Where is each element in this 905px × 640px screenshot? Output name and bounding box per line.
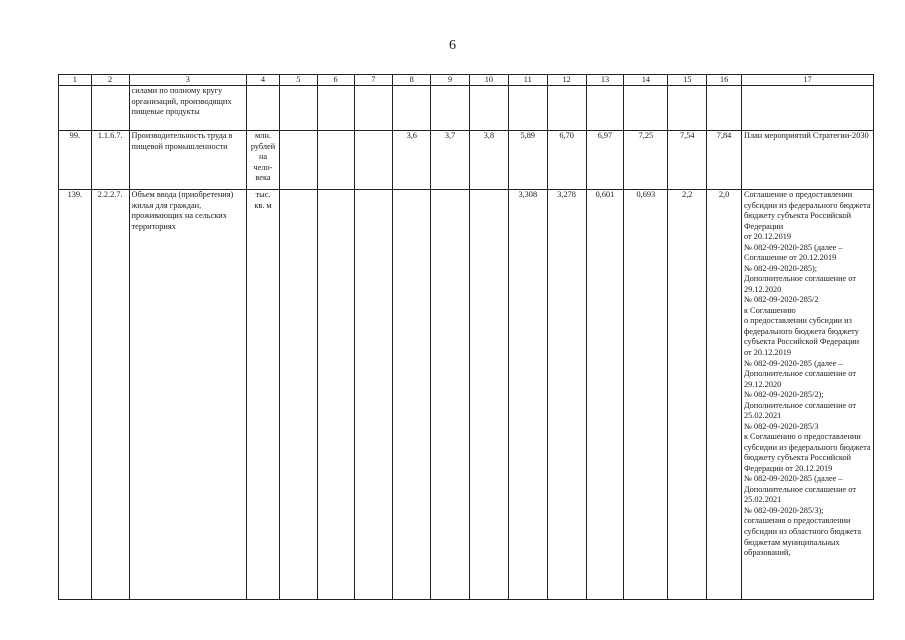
indicators-table — [58, 74, 874, 600]
value-cell — [317, 131, 354, 190]
value-cell: 7,25 — [624, 131, 668, 190]
indicator-code-cell: 1.1.6.7. — [91, 131, 129, 190]
column-number-row — [59, 75, 874, 86]
column-header: 11 — [508, 75, 547, 86]
unit-cell: млн. рублей на чело- века — [247, 131, 280, 190]
value-cell — [317, 86, 354, 131]
row-number-cell: 99. — [59, 131, 92, 190]
value-cell — [393, 86, 431, 131]
value-cell: 3,6 — [393, 131, 431, 190]
page-number: 6 — [449, 38, 456, 53]
column-header: 15 — [668, 75, 707, 86]
value-cell: 0,693 — [624, 190, 668, 600]
value-cell — [586, 86, 624, 131]
value-cell — [393, 190, 431, 600]
value-cell — [470, 86, 509, 131]
value-cell: 2,2 — [668, 190, 707, 600]
column-header: 12 — [547, 75, 586, 86]
value-cell: 3,278 — [547, 190, 586, 600]
source-cell: План мероприятий Стратегии-2030 — [741, 131, 873, 190]
column-header: 5 — [279, 75, 317, 86]
value-cell: 5,89 — [508, 131, 547, 190]
row-number-cell: 139. — [59, 190, 92, 600]
indicator-code-cell — [91, 86, 129, 131]
unit-cell — [247, 86, 280, 131]
value-cell — [431, 190, 470, 600]
row-number-cell — [59, 86, 92, 131]
value-cell: 6,97 — [586, 131, 624, 190]
indicator-code-cell: 2.2.2.7. — [91, 190, 129, 600]
value-cell: 2,0 — [707, 190, 742, 600]
value-cell — [508, 86, 547, 131]
column-header: 2 — [91, 75, 129, 86]
value-cell — [354, 86, 393, 131]
value-cell — [279, 131, 317, 190]
column-header: 17 — [741, 75, 873, 86]
column-header: 8 — [393, 75, 431, 86]
indicator-name-cell: Производительность труда в пищевой промышленности — [129, 131, 247, 190]
value-cell — [624, 86, 668, 131]
table-row — [59, 86, 874, 131]
column-header: 7 — [354, 75, 393, 86]
column-header: 1 — [59, 75, 92, 86]
column-header: 14 — [624, 75, 668, 86]
column-header: 16 — [707, 75, 742, 86]
unit-cell: тыс. кв. м — [247, 190, 280, 600]
value-cell: 7,84 — [707, 131, 742, 190]
column-header: 3 — [129, 75, 247, 86]
value-cell: 0,601 — [586, 190, 624, 600]
indicator-name-cell: Объем ввода (приобретения) жилья для граждан, проживающих на сельских территориях — [129, 190, 247, 600]
indicator-name-cell: силами по полному кругу организаций, производящих пищевые продукты — [129, 86, 247, 131]
value-cell — [668, 86, 707, 131]
value-cell — [317, 190, 354, 600]
source-cell — [741, 86, 873, 131]
column-header: 13 — [586, 75, 624, 86]
column-header: 10 — [470, 75, 509, 86]
value-cell — [354, 190, 393, 600]
value-cell: 3,7 — [431, 131, 470, 190]
value-cell — [470, 190, 509, 600]
column-header: 6 — [317, 75, 354, 86]
table-row — [59, 190, 874, 600]
value-cell — [279, 190, 317, 600]
value-cell — [354, 131, 393, 190]
value-cell — [431, 86, 470, 131]
table-row — [59, 131, 874, 190]
value-cell — [279, 86, 317, 131]
value-cell: 6,70 — [547, 131, 586, 190]
column-header: 4 — [247, 75, 280, 86]
column-header: 9 — [431, 75, 470, 86]
value-cell: 3,8 — [470, 131, 509, 190]
value-cell — [547, 86, 586, 131]
value-cell: 3,308 — [508, 190, 547, 600]
value-cell — [707, 86, 742, 131]
source-cell: Соглашение о предоставлении субсидии из федерального бюджета бюджету субъекта Российской Федерации от 20.12.2019 № 082-09-2020-285 (далее – Соглашение от 20.12.2019 № 082-09-2020-285); Дополнительное соглашение от 29.12.2020 № 082-09-2020-285/2 к Соглашению о предоставлении субсидии из федерального бюджета бюджету субъекта Российской Федерации от 20.12.2019 № 082-09-2020-285 (далее – Дополнительное соглашение от 29.12.2020 № 082-09-2020-285/2); Дополнительное соглашение от 25.02.2021 № 082-09-2020-285/3 к Соглашению о предоставлении субсидии из федерального бюджета бюджету субъекта Российской Федерации от 20.12.2019 № 082-09-2020-285 (далее – Дополнительное соглашение от 25.02.2021 № 082-09-2020-285/3); соглашения о предоставлении субсидии из областного бюджета бюджетам муниципальных образований, — [741, 190, 873, 600]
value-cell: 7,54 — [668, 131, 707, 190]
